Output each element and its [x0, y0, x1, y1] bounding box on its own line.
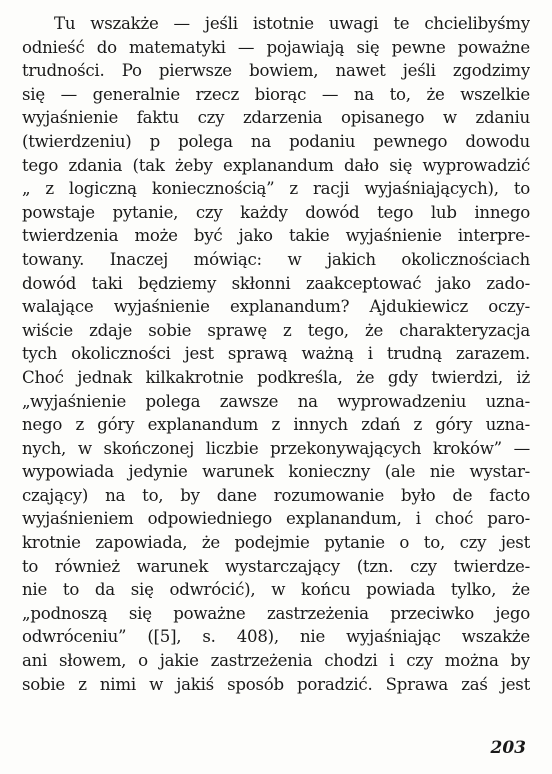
- text-line: Tu wszakże — jeśli istotnie uwagi te chcielibyśmy: [54, 14, 530, 33]
- text-line: trudności. Po pierwsze bowiem, nawet jeśli zgodzimy: [22, 61, 530, 81]
- text-line: to również warunek wystarczający (tzn. czy twierdze-: [22, 556, 530, 576]
- text-line: wypowiada jedynie warunek konieczny (ale nie wystar-: [22, 462, 530, 482]
- text-line: odnieść do matematyki — pojawiają się pewne poważne: [22, 37, 530, 57]
- text-line: powstaje pytanie, czy każdy dowód tego lub innego: [22, 202, 530, 222]
- text-line: czający) na to, by dane rozumowanie było de facto: [22, 485, 530, 505]
- page-number: 203: [490, 738, 526, 758]
- text-line: odwróceniu” ([5], s. 408), nie wyjaśniając wszakże: [22, 627, 530, 647]
- text-line: nego z góry explanandum z innych zdań z góry uzna-: [22, 415, 530, 435]
- text-line: „ z logiczną koniecznością” z racji wyjaśniających), to: [22, 179, 530, 199]
- text-line: „wyjaśnienie polega zawsze na wyprowadzeniu uzna-: [22, 391, 530, 411]
- text-line: wyjaśnieniem odpowiedniego explanandum, i choć paro-: [22, 509, 530, 529]
- text-line: wyjaśnienie faktu czy zdarzenia opisanego w zdaniu: [22, 108, 530, 128]
- text-line: się — generalnie rzecz biorąc — na to, że wszelkie: [22, 84, 530, 104]
- text-line: sobie z nimi w jakiś sposób poradzić. Sprawa zaś jest: [22, 674, 530, 694]
- text-line: tych okoliczności jest sprawą ważną i trudną zarazem.: [22, 344, 530, 364]
- text-line: krotnie zapowiada, że podejmie pytanie o to, czy jest: [22, 533, 530, 553]
- text-line: „podnoszą się poważne zastrzeżenia przeciwko jego: [22, 603, 530, 623]
- text-line: nie to da się odwrócić), w końcu powiada tylko, że: [22, 580, 530, 600]
- text-line: (twierdzeniu) p polega na podaniu pewnego dowodu: [22, 131, 530, 151]
- text-line: nych, w skończonej liczbie przekonywających kroków” —: [22, 438, 530, 458]
- text-line: towany. Inaczej mówiąc: w jakich okolicznościach: [22, 249, 530, 269]
- body-paragraph: [22, 12, 530, 696]
- text-line: ani słowem, o jakie zastrzeżenia chodzi i czy można by: [22, 651, 530, 671]
- text-line: twierdzenia może być jako takie wyjaśnienie interpre-: [22, 226, 530, 246]
- text-line: walające wyjaśnienie explanandum? Ajdukiewicz oczy-: [22, 297, 530, 317]
- text-line: wiście zdaje sobie sprawę z tego, że charakteryzacja: [22, 320, 530, 340]
- text-line: tego zdania (tak żeby explanandum dało się wyprowadzić: [22, 155, 530, 175]
- text-line: dowód taki będziemy skłonni zaakceptować jako zado-: [22, 273, 530, 293]
- text-line: Choć jednak kilkakrotnie podkreśla, że gdy twierdzi, iż: [22, 367, 530, 387]
